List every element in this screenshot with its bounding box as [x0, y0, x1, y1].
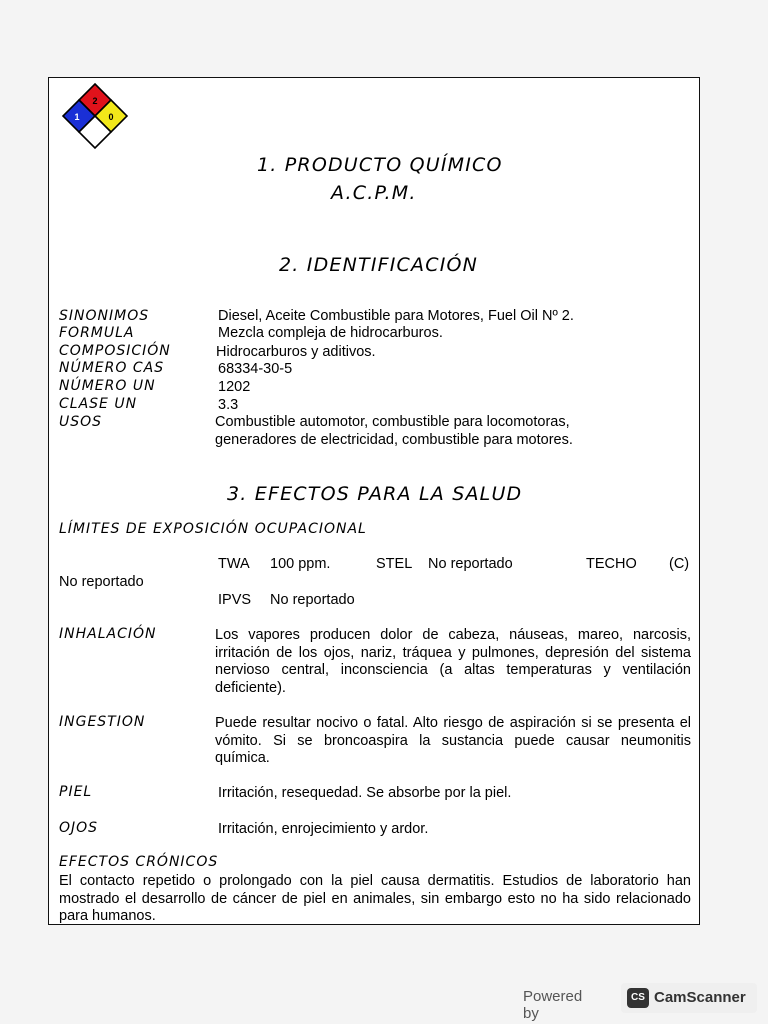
value-formula: Mezcla compleja de hidrocarburos.: [218, 325, 443, 341]
label-formula: FORMULA: [59, 325, 135, 341]
label-ingestion: INGESTION: [59, 714, 146, 730]
occupational-limits-heading: LÍMITES DE EXPOSICIÓN OCUPACIONAL: [59, 521, 367, 537]
camscanner-brand: CamScanner: [654, 989, 746, 1006]
label-numero-un: NÚMERO UN: [59, 378, 156, 394]
value-numero-un: 1202: [218, 379, 251, 395]
label-usos: USOS: [59, 414, 103, 430]
value-numero-cas: 68334-30-5: [218, 361, 293, 377]
label-inhalacion: INHALACIÓN: [59, 626, 157, 642]
camscanner-badge: [621, 983, 757, 1013]
techo-label: TECHO: [586, 556, 637, 572]
health-rating: 1: [74, 112, 80, 122]
label-numero-cas: NÚMERO CAS: [59, 360, 165, 376]
safety-data-sheet: [48, 77, 700, 925]
section2-title: 2. IDENTIFICACIÓN: [279, 254, 479, 276]
twa-label: TWA: [218, 556, 250, 572]
stel-value: No reportado: [428, 556, 513, 572]
nfpa-hazard-diamond: [57, 81, 133, 151]
reactivity-rating: 0: [108, 112, 114, 122]
ipvs-label: IPVS: [218, 592, 252, 608]
camscanner-logo-icon: CS: [627, 988, 649, 1008]
value-composicion: Hidrocarburos y aditivos.: [216, 344, 376, 360]
text-efectos-cronicos: El contacto repetido o prolongado con la piel causa dermatitis. Estudios de laboratorio han mostrado el desarrollo de cáncer de piel en animales, sin embargo esto no ha sido relacionado para humanos.: [59, 873, 691, 924]
label-piel: PIEL: [59, 784, 93, 800]
flammability-rating: 2: [92, 96, 98, 106]
label-sinonimos: SINONIMOS: [59, 308, 150, 324]
ipvs-value: No reportado: [270, 592, 355, 608]
powered-by-text: Powered by: [523, 988, 583, 1022]
section3-title: 3. EFECTOS PARA LA SALUD: [227, 483, 523, 505]
section1-title: 1. PRODUCTO QUÍMICO: [257, 154, 503, 176]
label-efectos-cronicos: EFECTOS CRÓNICOS: [59, 854, 219, 870]
label-clase-un: CLASE UN: [59, 396, 138, 412]
stel-label: STEL: [376, 556, 413, 572]
techo-value: No reportado: [59, 574, 144, 590]
label-ojos: OJOS: [59, 820, 99, 836]
techo-unit: (C): [669, 556, 690, 572]
value-sinonimos: Diesel, Aceite Combustible para Motores, Fuel Oil Nº 2.: [218, 308, 574, 324]
section1-subtitle: A.C.P.M.: [331, 182, 417, 204]
value-usos: Combustible automotor, combustible para locomotoras,: [215, 414, 570, 430]
value-clase-un: 3.3: [218, 397, 239, 413]
label-composicion: COMPOSICIÓN: [59, 343, 171, 359]
value-usos-line2: generadores de electricidad, combustible para motores.: [215, 432, 573, 448]
text-ojos: Irritación, enrojecimiento y ardor.: [218, 821, 429, 837]
text-inhalacion: Los vapores producen dolor de cabeza, náuseas, mareo, narcosis, irritación de los ojos, nariz, tráquea y pulmones, depresión del sistema nervioso central, inconsciencia (a altas temperaturas y ventilación deficiente).: [215, 627, 691, 696]
twa-value: 100 ppm.: [270, 556, 331, 572]
text-ingestion: Puede resultar nocivo o fatal. Alto riesgo de aspiración si se presenta el vómito. Si se broncoaspira la sustancia puede causar neumonitis química.: [215, 715, 691, 766]
text-piel: Irritación, resequedad. Se absorbe por la piel.: [218, 785, 512, 801]
